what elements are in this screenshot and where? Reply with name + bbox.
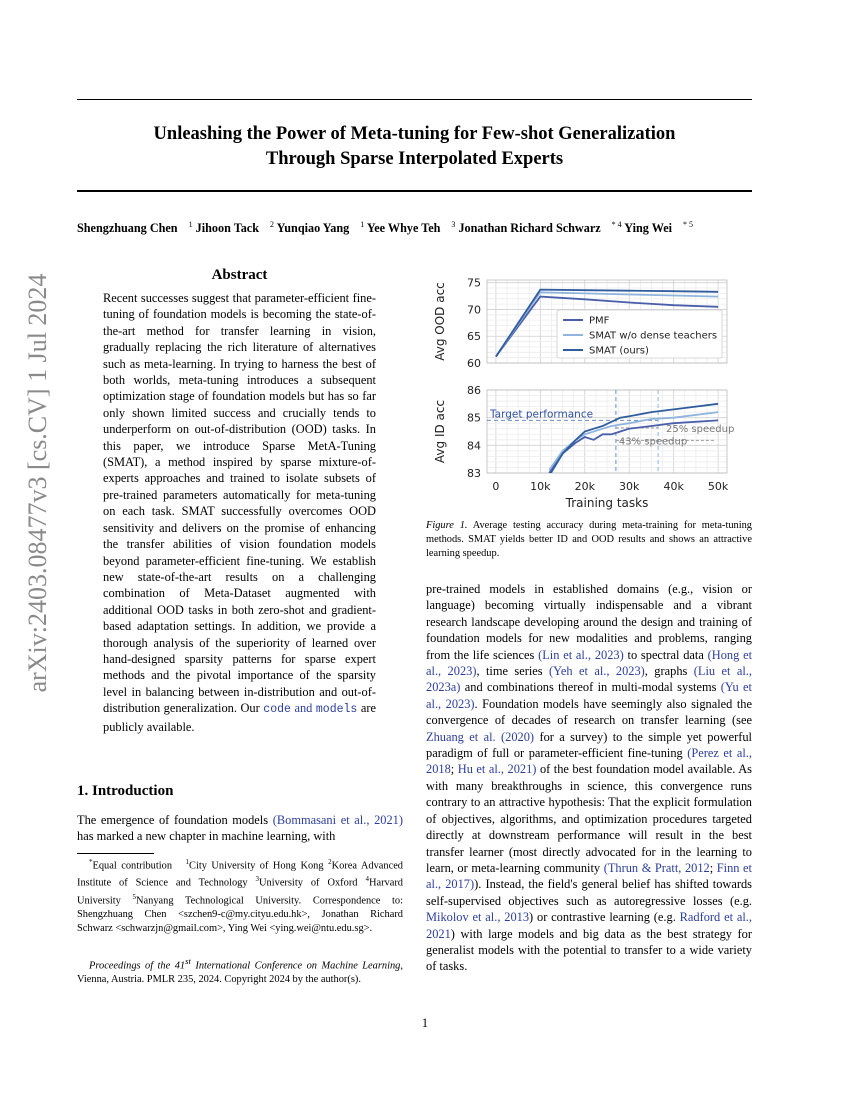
y-tick-label: 70 [467,303,481,317]
author-list [77,220,777,236]
y-axis-label: Avg ID acc [433,399,447,464]
citation-link[interactable]: (Yeh et al., 2023) [549,664,645,679]
author-affiliation: 2 [269,220,274,229]
target-label: Target performance [490,408,594,421]
citation-link[interactable]: Radford et al., 2021 [426,910,752,941]
citation-link[interactable]: (2020) [501,729,535,744]
author-affiliation: * 5 [683,220,694,229]
figure-1-chart [425,268,755,513]
author-name: Yunqiao Yang [276,221,350,236]
speedup-annotation: 43% speedup [618,436,688,448]
page-number: 1 [421,1016,429,1030]
author-name: Jihoon Tack [195,221,259,236]
y-tick-label: 86 [467,384,481,397]
paper-title: Unleashing the Power of Meta-tuning for Few-shot Generalization Through Sparse Interpolated Experts [153,124,676,169]
y-tick-label: 84 [467,439,481,453]
y-axis-label: Avg OOD acc [433,282,447,361]
models-link[interactable]: models [315,703,358,717]
arxiv-stamp: arXiv:2403.08477v3 [cs.CV] 1 Jul 2024 [23,273,52,693]
citation-link[interactable]: (Perez et al., 2018 [426,746,752,777]
citation-link[interactable]: (Yu et al., 2023) [426,680,752,711]
figure-1 [425,268,755,513]
author-name: Yee Whye Teh [366,221,441,236]
footnotes: *Equal contribution $^1$City University of Hong Kong $^2$Korea Advanced Institute of Science and Technology $^3$University of Oxford $^4$Harvard University $^5$Nanyang Technological University. Correspondence to: Shengzhuang Chen <szchen9-c@my.cityu.edu.hk>, Jonathan Richard Schwarz <schwarzjn@gmail.com>, Ying Wei <ying.wei@ntu.edu.sg>. [77,858,403,934]
speedup-annotation: 25% speedup [666,423,735,435]
legend-entry: PMF [589,315,610,327]
x-tick-label: 0 [492,480,500,493]
abstract-body: Recent successes suggest that parameter-efficient fine-tuning of foundation models is becoming the state-of-the-art method for transfer learning in vision, gradually replacing the rich literature of alternatives such as meta-learning. In trying to harness the best of both worlds, meta-tuning introduces a subsequent optimization stage of foundation models but has so far only shown limited success and crucially tends to underperform on out-of-distribution (OOD) tasks. In this paper, we introduce Sparse MetA-Tuning (SMAT), a method inspired by sparse mixture-of-experts approaches and trained to isolate subsets of pre-trained parameters automatically for meta-tuning on each task. SMAT successfully overcomes OOD sensitivity and delivers on the promise of enhancing the transfer abilities of vision foundation models beyond parameter-efficient fine-tuning. We establish new state-of-the-art results on a challenging combination of Meta-Dataset augmented with additional OOD tasks in both zero-shot and gradient-based adaptation settings. In addition, we provide a thorough analysis of the superiority of learned over hand-designed sparsity patterns for sparse expert methods and the pivotal importance of the sparsity level in balancing between in-distribution and out-of-distribution generalization. Our code and models are publicly available. [103,291,376,734]
citation-link[interactable]: Zhuang et al. [426,729,496,744]
y-tick-label: 65 [467,330,481,344]
author-affiliation: * 4 [611,220,622,229]
legend-entry: SMAT w/o dense teachers [589,330,718,342]
citation-link[interactable]: Hu et al., 2021) [457,762,537,777]
author-affiliation: 3 [451,220,456,229]
x-tick-label: 20k [574,480,595,493]
introduction-heading: 1. Introduction [77,783,174,799]
legend-entry: SMAT (ours) [589,345,649,357]
code-link[interactable]: code [263,703,291,717]
citation-link[interactable]: (Thrun & Pratt, 2012 [603,860,710,875]
y-tick-label: 75 [467,276,481,290]
x-tick-label: 50k [707,480,729,493]
footnote-rule [77,853,154,854]
introduction-paragraph: The emergence of foundation models (Bommasani et al., 2021) has marked a new chapter in machine learning, with [77,813,403,844]
title-rule [77,190,752,192]
citation-link[interactable]: (Liu et al., 2023a) [426,664,752,695]
author-affiliation: 1 [360,220,365,229]
abstract-heading: Abstract [211,267,268,283]
right-column-paragraph: pre-trained models in established domains (e.g., vision or language) becoming virtually indispensable and a vibrant research landscape developing around the design and training of foundation models for new modalities and problems, ranging from the life sciences (Lin et al., 2023) to spectral data (Hong et al., 2023), time series (Yeh et al., 2023), graphs (Liu et al., 2023a) and combinations thereof in multi-modal systems (Yu et al., 2023). Foundation models have seemingly also signaled the convergence of decades of research on transfer learning (see Zhuang et al. (2020) for a survey) to the simple yet powerful paradigm of full or parameter-efficient fine-tuning (Perez et al., 2018; Hu et al., 2021) of the best foundation model available. As with many breakthroughs in science, this convergence runs contrary to an attractive hypothesis: That the explicit formulation of objectives, algorithms, and optimization procedures targeted directly at downstream performance will result in the best transfer learner (most directly advocated for in the learning to learn, or meta-learning community (Thrun & Pratt, 2012; Finn et al., 2017)). Instead, the field's general belief has shifted towards self-supervised objectives such as autoregressive losses (e.g. Mikolov et al., 2013) or contrastive learning (e.g. Radford et al., 2021) with large models and big data as the best strategy for generalist models with the potential to transfer to a wide variety of tasks. [426,582,753,974]
citation-link[interactable]: Mikolov et al., 2013 [426,910,530,925]
citation-link[interactable]: Finn et al., 2017) [426,860,753,892]
citation-link[interactable]: (Hong et al., 2023) [426,647,753,679]
author-name: Shengzhuang Chen [77,221,178,236]
x-tick-label: 10k [530,480,551,493]
proceedings-note: Proceedings of the 41st International Conference on Machine Learning, Vienna, Austria. PMLR 235, 2024. Copyright 2024 by the author(s). [77,956,403,986]
citation-link[interactable]: (Lin et al., 2023) [538,647,624,662]
author-name: Ying Wei [624,221,673,236]
y-tick-label: 60 [467,357,481,370]
citation-link[interactable]: (Bommasani et al., 2021) [272,813,403,827]
y-tick-label: 83 [467,467,481,480]
figure-caption: Figure 1. Average testing accuracy during meta-training for meta-tuning methods. SMAT yields better ID and OOD results and shows an attractive learning speedup. [426,520,752,559]
author-name: Jonathan Richard Schwarz [458,221,601,236]
author-affiliation: 1 [188,220,193,229]
y-tick-label: 85 [467,411,481,425]
top-rule [77,99,752,100]
x-tick-label: 30k [619,480,640,493]
x-axis-label: Training tasks [565,496,649,510]
x-tick-label: 40k [663,480,684,493]
